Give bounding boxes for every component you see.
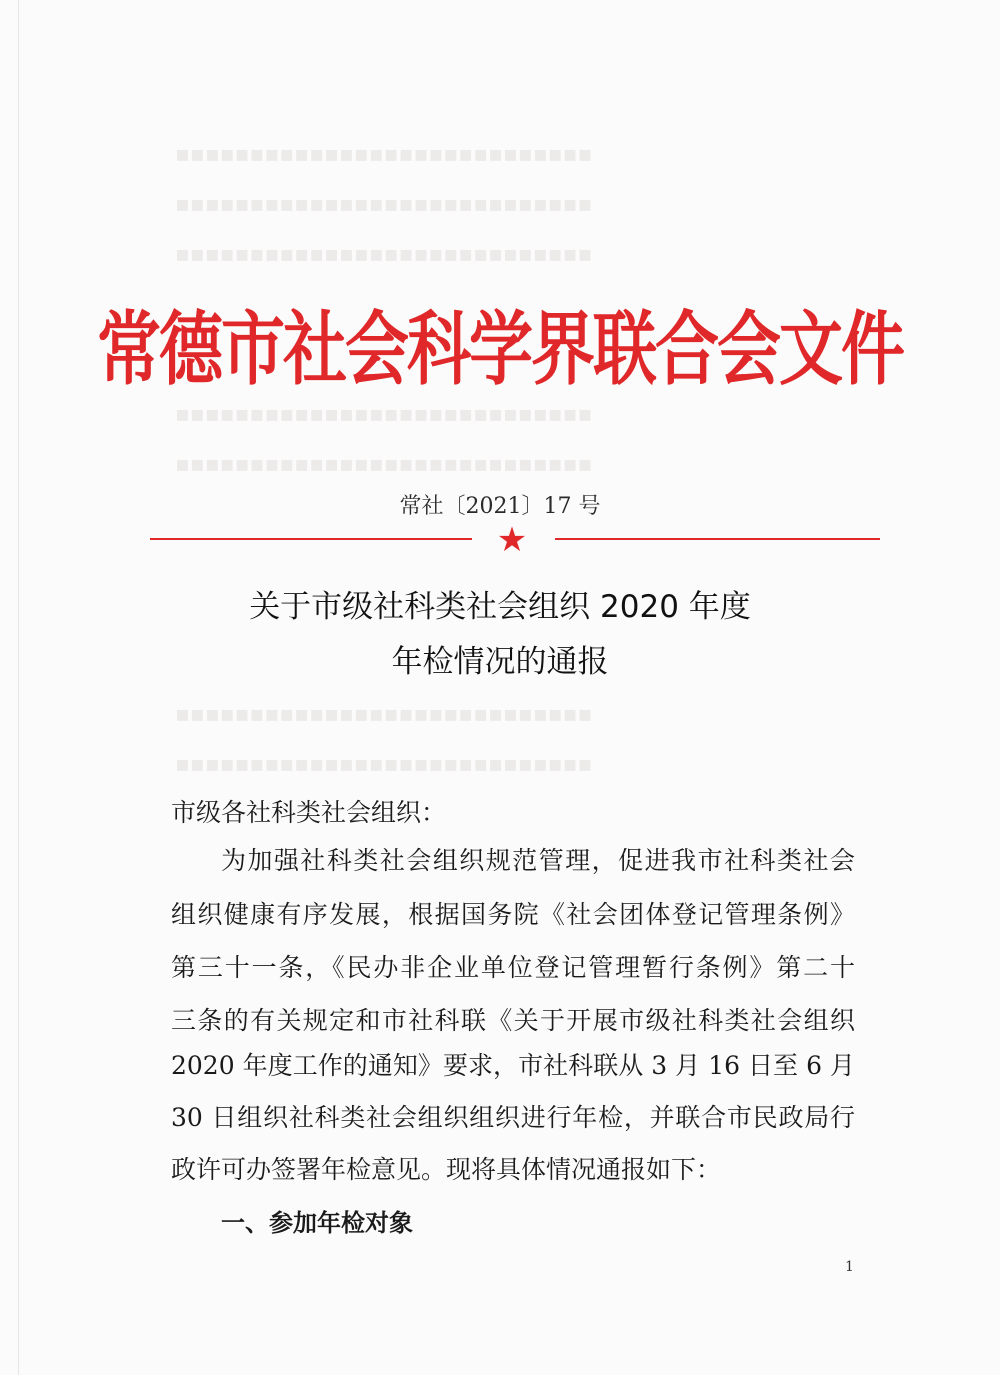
notice-title-line-1: 关于市级社科类社会组织 2020 年度 xyxy=(249,589,751,625)
body-text-line: 第三十一条，《民办非企业单位登记管理暂行条例》第二十 xyxy=(171,953,855,982)
red-divider-left xyxy=(150,538,472,540)
bleed-through-decoration: ▪▪▪▪▪▪▪▪▪▪▪▪▪▪▪▪▪▪▪▪▪▪▪▪▪▪▪▪ xyxy=(175,452,593,477)
bleed-through-decoration: ▪▪▪▪▪▪▪▪▪▪▪▪▪▪▪▪▪▪▪▪▪▪▪▪▪▪▪▪ xyxy=(175,242,593,267)
bleed-through-decoration: ▪▪▪▪▪▪▪▪▪▪▪▪▪▪▪▪▪▪▪▪▪▪▪▪▪▪▪▪ xyxy=(175,752,593,777)
red-star-icon: ★ xyxy=(496,520,528,560)
body-text-line: 2020 年度工作的通知》要求，市社科联从 3 月 16 日至 6 月 xyxy=(171,1051,855,1080)
body-text-line: 为加强社科类社会组织规范管理，促进我市社科类社会 xyxy=(221,846,855,875)
document-number: 常社〔2021〕17 号 xyxy=(399,494,601,519)
body-text-line: 组织健康有序发展，根据国务院《社会团体登记管理条例》 xyxy=(171,900,855,929)
bleed-through-decoration: ▪▪▪▪▪▪▪▪▪▪▪▪▪▪▪▪▪▪▪▪▪▪▪▪▪▪▪▪ xyxy=(175,402,593,427)
bleed-through-decoration: ▪▪▪▪▪▪▪▪▪▪▪▪▪▪▪▪▪▪▪▪▪▪▪▪▪▪▪▪ xyxy=(175,142,593,167)
page-number: 1 xyxy=(845,1259,854,1275)
notice-title-line-2: 年检情况的通报 xyxy=(391,644,609,680)
section-heading: 一、参加年检对象 xyxy=(221,1209,413,1237)
red-divider-right xyxy=(555,538,880,540)
org-red-header-title: 常德市社会科学界联合会文件 xyxy=(97,304,903,397)
bleed-through-decoration: ▪▪▪▪▪▪▪▪▪▪▪▪▪▪▪▪▪▪▪▪▪▪▪▪▪▪▪▪ xyxy=(175,702,593,727)
body-text-line: 三条的有关规定和市社科联《关于开展市级社科类社会组织 xyxy=(171,1006,855,1035)
body-text-line: 30 日组织社科类社会组织组织进行年检，并联合市民政局行 xyxy=(171,1103,855,1132)
body-text-line: 政许可办签署年检意见。现将具体情况通报如下： xyxy=(171,1155,722,1184)
page-edge-line xyxy=(18,0,19,1375)
bleed-through-decoration: ▪▪▪▪▪▪▪▪▪▪▪▪▪▪▪▪▪▪▪▪▪▪▪▪▪▪▪▪ xyxy=(175,192,593,217)
salutation: 市级各社科类社会组织： xyxy=(171,798,447,827)
